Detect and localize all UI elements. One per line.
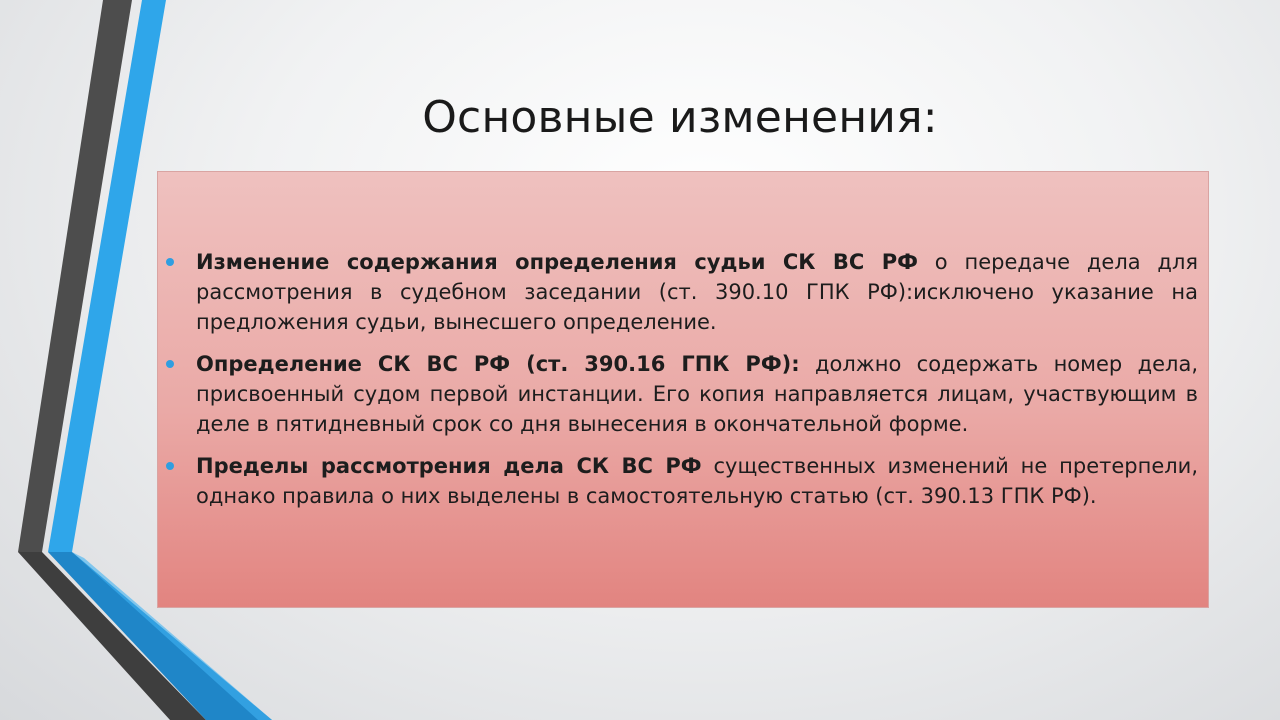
slide-title: Основные изменения:	[422, 92, 938, 143]
bullet-heading: Изменение содержания определения судьи СК ВС РФ	[196, 250, 918, 274]
bullet-item	[162, 247, 1198, 337]
bullet-text: должно содержать номер дела, присвоенный судом первой инстанции. Его копия направляется лицам, участвующим в деле в пятидневный срок со дня вынесения в окончательной форме.	[196, 352, 1199, 436]
bullet-marker-icon	[166, 462, 174, 470]
bullet-heading: Определение СК ВС РФ (ст. 390.16 ГПК РФ):	[196, 352, 800, 376]
bullet-marker-icon	[166, 258, 174, 266]
bullet-list	[162, 247, 1198, 523]
bullet-item	[162, 451, 1198, 511]
bullet-text: о передаче дела для рассмотрения в судебном заседании (ст. 390.10 ГПК РФ):исключено указание на предложения судьи, вынесшего определение.	[196, 250, 1198, 334]
bullet-heading: Пределы рассмотрения дела СК ВС РФ	[196, 454, 702, 478]
bullet-marker-icon	[166, 360, 174, 368]
bullet-text: существенных изменений не претерпели, однако правила о них выделены в самостоятельную статью (ст. 390.13 ГПК РФ).	[196, 454, 1198, 508]
bullet-item	[162, 349, 1198, 439]
